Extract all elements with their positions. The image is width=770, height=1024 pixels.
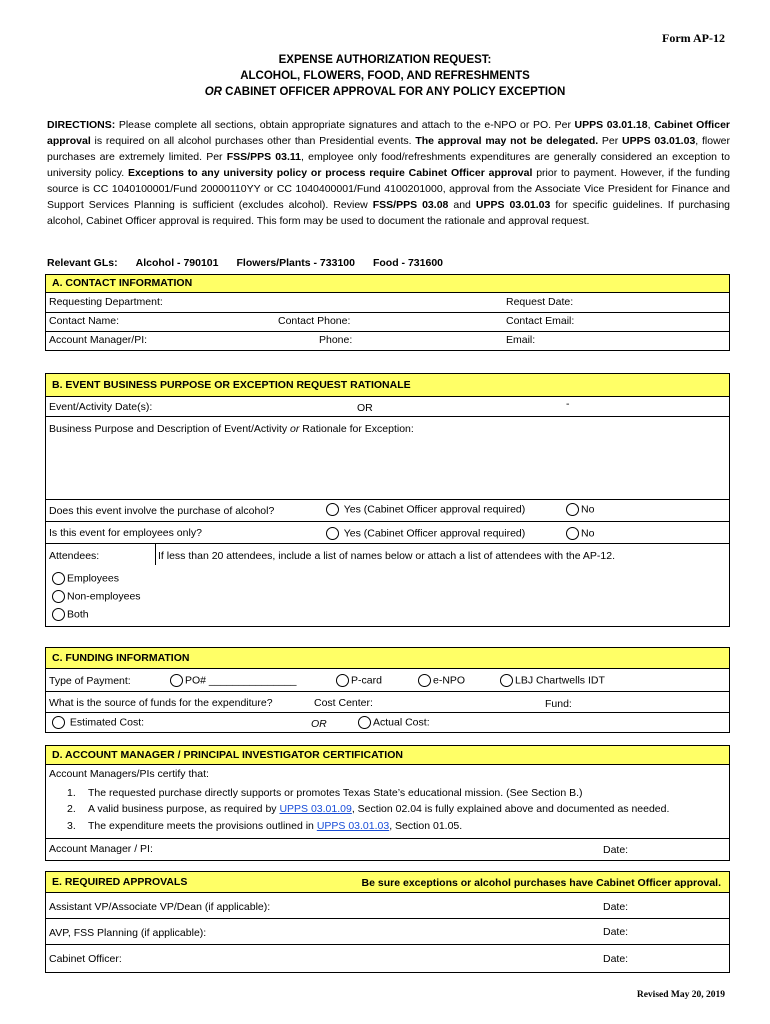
phone-field[interactable]: Phone: (319, 334, 353, 346)
upps-03-01-09-link[interactable]: UPPS 03.01.09 (279, 803, 352, 815)
employees-no-radio[interactable] (566, 527, 579, 540)
alcohol-no-option[interactable]: No (566, 503, 594, 516)
request-date-field[interactable]: Request Date: (506, 296, 574, 308)
email-field[interactable]: Email: (506, 334, 536, 346)
account-manager-date-field[interactable]: Date: (603, 844, 629, 856)
section-a-header: A. CONTACT INFORMATION (45, 274, 730, 293)
estimated-cost-radio[interactable] (52, 716, 65, 729)
account-manager-field[interactable]: Account Manager/PI: (49, 334, 148, 346)
revised-date: Revised May 20, 2019 (636, 990, 725, 1000)
section-d-header: D. ACCOUNT MANAGER / PRINCIPAL INVESTIGATOR CERTIFICATION (45, 745, 730, 765)
form-title-line2: ALCOHOL, FLOWERS, FOOD, AND REFRESHMENTS (240, 70, 530, 82)
section-b-header: B. EVENT BUSINESS PURPOSE OR EXCEPTION REQUEST RATIONALE (45, 373, 730, 397)
business-purpose-field[interactable]: Business Purpose and Description of Event/Activity or Rationale for Exception: (49, 423, 414, 435)
certification-intro: Account Managers/PIs certify that: (49, 768, 209, 780)
payment-lbj-radio[interactable] (500, 674, 513, 687)
employees-no-option[interactable]: No (566, 527, 594, 540)
certification-item-3: 3. The expenditure meets the provisions outlined in UPPS 03.01.03, Section 01.05. (67, 820, 463, 832)
attendees-note: If less than 20 attendees, include a list of names below or attach a list of attendees with the AP-12. (158, 550, 616, 562)
form-title-line3: OR CABINET OFFICER APPROVAL FOR ANY POLICY EXCEPTION (204, 86, 566, 98)
employees-yes-radio[interactable] (326, 527, 339, 540)
certification-item-1: 1. The requested purchase directly supports or promotes Texas State’s educational mission. (See Section B.) (67, 787, 583, 799)
alcohol-yes-option[interactable]: Yes (Cabinet Officer approval required) (326, 503, 525, 516)
cost-center-field[interactable]: Cost Center: (314, 697, 373, 709)
payment-po-option[interactable]: PO# _______________ (170, 674, 297, 687)
account-manager-signature-field[interactable]: Account Manager / PI: (49, 843, 153, 855)
fund-field[interactable]: Fund: (545, 698, 572, 710)
attendees-both-option[interactable]: Both (52, 608, 89, 621)
section-e-note: Be sure exceptions or alcohol purchases have Cabinet Officer approval. (361, 877, 721, 889)
employees-yes-option[interactable]: Yes (Cabinet Officer approval required) (326, 527, 525, 540)
employees-only-question: Is this event for employees only? (49, 527, 202, 539)
attendees-non-employees-radio[interactable] (52, 590, 65, 603)
section-c-header: C. FUNDING INFORMATION (45, 647, 730, 669)
event-dates-dash: - (566, 398, 570, 410)
alcohol-question: Does this event involve the purchase of alcohol? (49, 505, 275, 517)
attendees-label: Attendees: (49, 550, 100, 562)
payment-pcard-option[interactable]: P-card (336, 674, 382, 687)
event-dates-or: OR (357, 402, 373, 414)
form-title-line1: EXPENSE AUTHORIZATION REQUEST: (278, 54, 492, 66)
alcohol-yes-radio[interactable] (326, 503, 339, 516)
type-of-payment-label: Type of Payment: (49, 675, 131, 687)
title-or: OR (204, 86, 222, 98)
avp-fss-signature-field[interactable]: AVP, FSS Planning (if applicable): (49, 927, 207, 939)
certification-item-2: 2. A valid business purpose, as required by UPPS 03.01.09, Section 02.04 is fully explained above and documented as needed. (67, 803, 670, 815)
cabinet-officer-signature-field[interactable]: Cabinet Officer: (49, 953, 122, 965)
asst-vp-signature-field[interactable]: Assistant VP/Associate VP/Dean (if applicable): (49, 901, 271, 913)
requesting-department-field[interactable]: Requesting Department: (49, 296, 163, 308)
payment-po-radio[interactable] (170, 674, 183, 687)
contact-phone-field[interactable]: Contact Phone: (278, 315, 351, 327)
form-number: Form AP-12 (662, 31, 725, 45)
relevant-gls: Relevant GLs: Alcohol - 790101 Flowers/Plants - 733100 Food - 731600 (47, 257, 443, 269)
cabinet-officer-date-field[interactable]: Date: (603, 953, 629, 965)
contact-name-field[interactable]: Contact Name: (49, 315, 120, 327)
event-dates-field[interactable]: Event/Activity Date(s): (49, 401, 153, 413)
payment-enpo-option[interactable]: e-NPO (418, 674, 465, 687)
actual-cost-option[interactable]: Actual Cost: (358, 716, 430, 729)
upps-03-01-03-link[interactable]: UPPS 03.01.03 (316, 820, 390, 832)
payment-enpo-radio[interactable] (418, 674, 431, 687)
attendees-both-radio[interactable] (52, 608, 65, 621)
attendees-employees-option[interactable]: Employees (52, 572, 119, 585)
contact-email-field[interactable]: Contact Email: (506, 315, 575, 327)
payment-pcard-radio[interactable] (336, 674, 349, 687)
avp-fss-date-field[interactable]: Date: (603, 926, 629, 938)
directions-paragraph: DIRECTIONS: Please complete all sections, obtain appropriate signatures and attach to the e-NPO or PO. Per UPPS 03.01.18, Cabinet Officer approval is required on all alcohol purchases other than Presidential events. The approval may not be delegated. Per UPPS 03.01.03, flower purchases are extremely limited. Per FSS/PPS 03.11, employee only food/refreshments expenditures are generally considered an exception to university policy. Exceptions to any university policy or process require Cabinet Officer approval prior to payment. However, if the funding source is CC 1040100001/Fund 20000110YY or CC 1040400001/Fund 4100201000, approval from the Associate Vice President for Finance and Support Services Planning is sufficient (excludes alcohol). Review FSS/PPS 03.08 and UPPS 03.01.03 for specific guidelines. If purchasing alcohol, Cabinet Officer approval is required. This form may be used to document the rationale and approval request. (47, 119, 731, 227)
source-of-funds-label: What is the source of funds for the expenditure? (49, 697, 273, 709)
attendees-employees-radio[interactable] (52, 572, 65, 585)
cost-or: OR (311, 718, 327, 730)
asst-vp-date-field[interactable]: Date: (603, 901, 629, 913)
estimated-cost-option[interactable]: Estimated Cost: (52, 716, 144, 729)
section-e-header: E. REQUIRED APPROVALS Be sure exceptions or alcohol purchases have Cabinet Officer approval. (45, 871, 730, 893)
alcohol-no-radio[interactable] (566, 503, 579, 516)
actual-cost-radio[interactable] (358, 716, 371, 729)
attendees-non-employees-option[interactable]: Non-employees (52, 590, 141, 603)
payment-lbj-option[interactable]: LBJ Chartwells IDT (500, 674, 605, 687)
